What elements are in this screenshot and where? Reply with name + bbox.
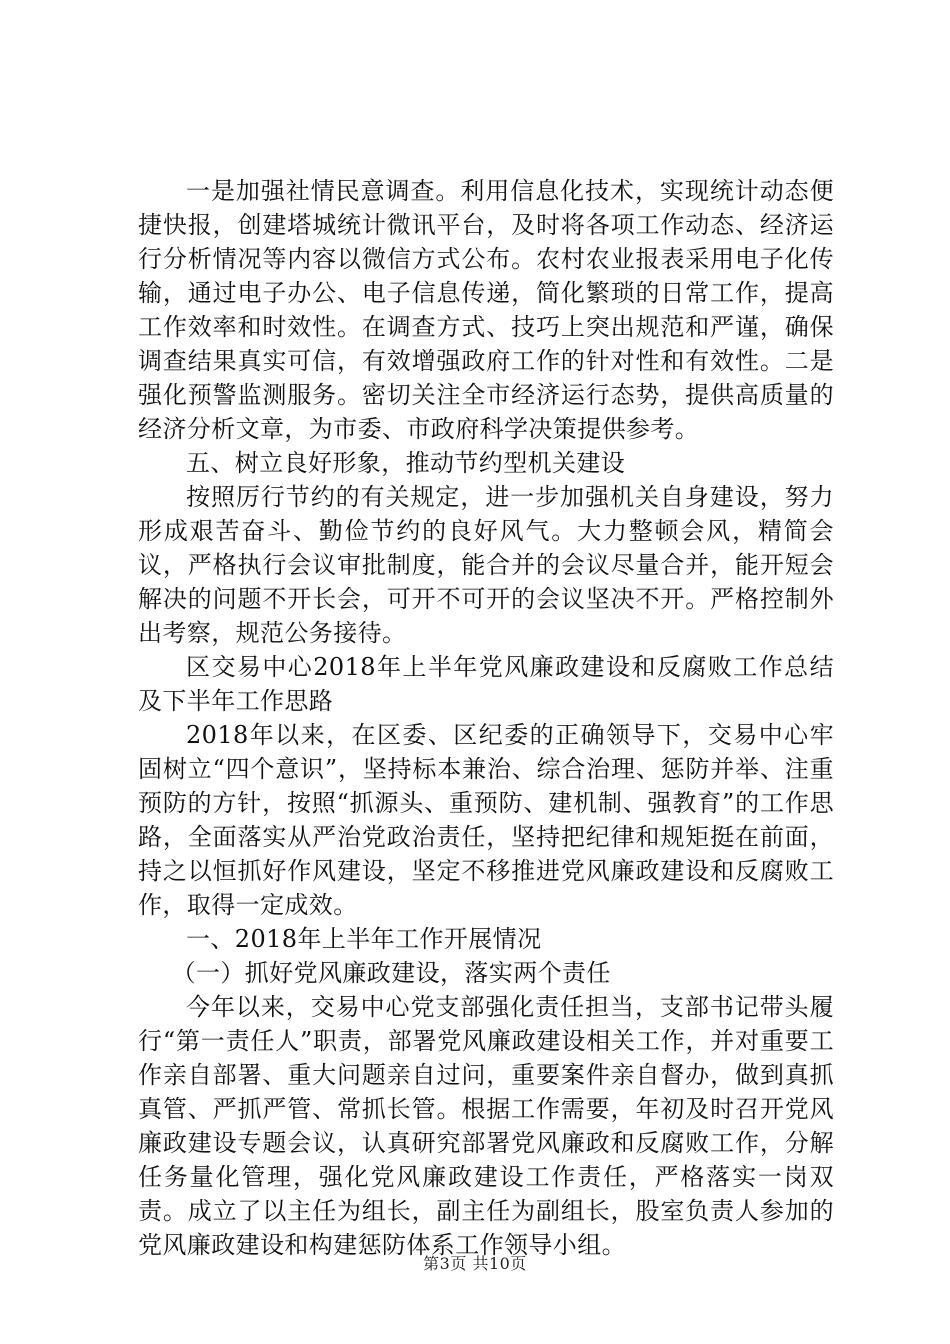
paragraph-social-survey: 一是加强社情民意调查。利用信息化技术，实现统计动态便捷快报，创建塔城统计微讯平台，及时将各项工作动态、经济运行分析情况等内容以微信方式公布。农村农业报表采用电子化传输，通过电子办公、电子信息传递，简化繁琐的日常工作，提高工作效率和时效性。在调查方式、技巧上突出规范和严谨，确保调查结果真实可信，有效增强政府工作的针对性和有效性。二是强化预警监测服务。密切关注全市经济运行态势，提供高质量的经济分析文章，为市委、市政府科学决策提供参考。 bbox=[138, 177, 834, 443]
paragraph-party-branch: 今年以来，交易中心党支部强化责任担当，支部书记带头履行“第一责任人”职责，部署党风廉政建设相关工作，并对重要工作亲自部署、重大问题亲自过问，重要案件亲自督办，做到真抓真管、严抓严管、常抓长管。根据工作需要，年初及时召开党风廉政建设专题会议，认真研究部署党风廉政和反腐败工作，分解任务量化管理，强化党风廉政建设工作责任，严格落实一岗双责。成立了以主任为组长，副主任为副组长，股室负责人参加的党风廉政建设和构建惩防体系工作领导小组。 bbox=[138, 993, 834, 1259]
document-body bbox=[138, 174, 834, 1262]
section-heading-first-half: 一、2018年上半年工作开展情况 bbox=[186, 925, 542, 953]
page-number-footer: 第3页 共10页 bbox=[423, 1254, 527, 1273]
subsection-heading-two-responsibilities: （一）抓好党风廉政建设，落实两个责任 bbox=[171, 959, 611, 987]
document-title-summary: 区交易中心2018年上半年党风廉政建设和反腐败工作总结及下半年工作思路 bbox=[138, 653, 834, 715]
paragraph-frugality-rules: 按照厉行节约的有关规定，进一步加强机关自身建设，努力形成艰苦奋斗、勤俭节约的良好风气。大力整顿会风，精简会议，严格执行会议审批制度，能合并的会议尽量合并，能开短会解决的问题不开长会，可开不可开的会议坚决不开。严格控制外出考察，规范公务接待。 bbox=[138, 483, 834, 647]
section-heading-frugal-office: 五、树立良好形象，推动节约型机关建设 bbox=[186, 449, 626, 477]
paragraph-intro-2018: 2018年以来，在区委、区纪委的正确领导下，交易中心牢固树立“四个意识”，坚持标本兼治、综合治理、惩防并举、注重预防的方针，按照“抓源头、重预防、建机制、强教育”的工作思路，全面落实从严治党政治责任，坚持把纪律和规矩挺在前面，持之以恒抓好作风建设，坚定不移推进党风廉政建设和反腐败工作，取得一定成效。 bbox=[138, 721, 834, 919]
